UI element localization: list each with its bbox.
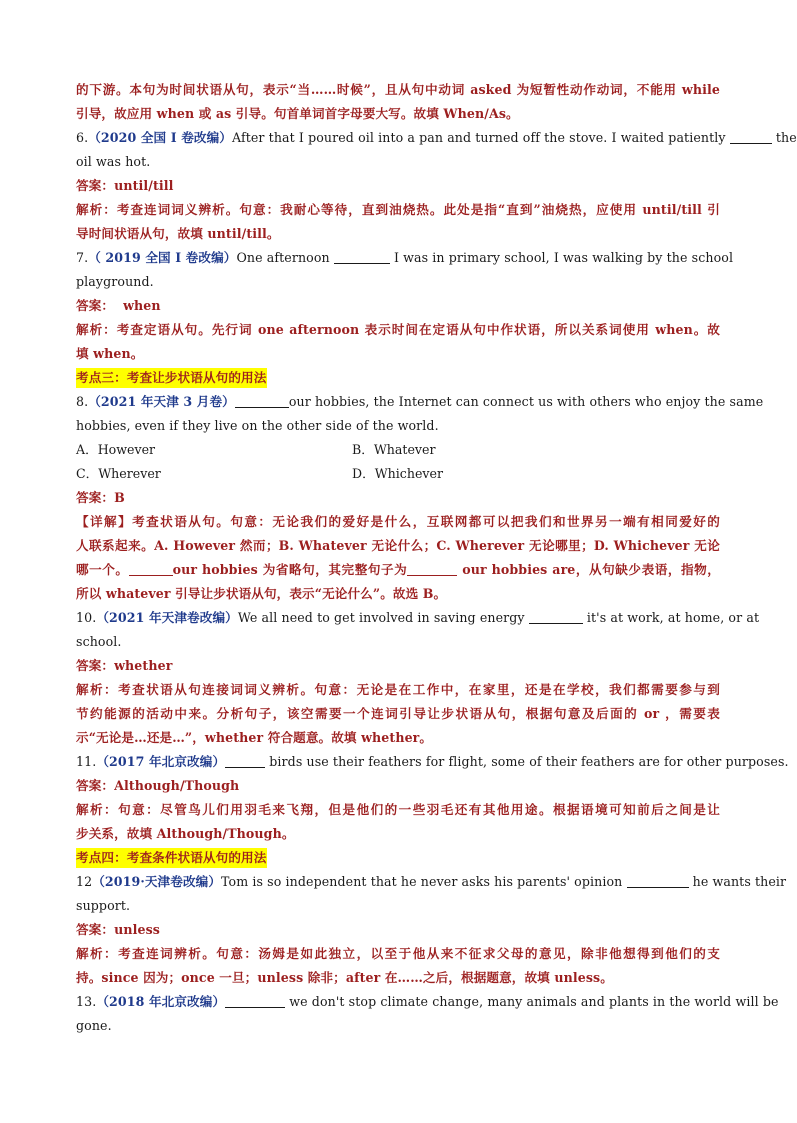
question-6 [76,126,797,150]
answer-line [76,174,720,198]
question-12 [76,870,787,894]
answer-value: until/till [114,178,174,193]
explanation-line: 所以 whatever 引导让步状语从句，表示“无论什么”。故选 B。 [76,586,447,601]
option-c[interactable]: C．Wherever [76,466,161,481]
explanation-line: 人联系起来。A. However 然而；B. Whatever 无论什么；C. Wherever 无论哪里；D. Whichever 无论 [76,538,720,553]
answer-line [76,654,720,678]
question-number: 10. [76,610,97,625]
explanation-line: 持。since 因为；once 一旦；unless 除非；after 在……之后，根据题意，故填 unless。 [76,970,613,985]
question-source: （2021 年天津卷改编） [96,610,238,625]
question-text: gone. [76,1018,112,1033]
option-a[interactable]: A．However [76,442,156,457]
answer-value: B [114,490,125,505]
explanation-line: 节约能源的活动中来。分析句子，该空需要一个连词引导让步状语从句，根据句意及后面的 or ，需要表 [76,706,720,721]
question-text: Tom is so independent that he never asks his parents' opinion [221,874,623,889]
answer-blank [334,249,390,264]
answer-label: 答案： [76,178,115,193]
question-text: birds use their feathers for flight, some of their feathers are for other purposes. [269,754,789,769]
question-13 [76,990,779,1014]
answer-blank [129,561,173,576]
answer-value: unless [114,922,160,937]
explanation-line: 【详解】考查状语从句。句意：无论我们的爱好是什么，互联网都可以把我们和世界另一端有相同爱好的 [76,514,720,529]
question-text: I was in primary school, I was walking by the school [393,250,734,265]
question-number: 11. [76,754,97,769]
question-text: we don't stop climate change, many animals and plants in the world will be [289,994,779,1009]
answer-blank [627,873,689,888]
explanation-line: 解析：考查定语从句。先行词 one afternoon 表示时间在定语从句中作状语，所以关系词使用 when。故 [76,322,720,337]
answer-blank [407,561,457,576]
question-number: 12 [76,874,93,889]
question-text: We all need to get involved in saving energy [237,610,525,625]
explanation-line: 解析：考查状语从句连接词词义辨析。句意：无论是在工作中，在家里，还是在学校，我们都需要参与到 [76,682,720,697]
explanation-line: 解析：考查连词词义辨析。句意：我耐心等待，直到油烧热。此处是指“直到”油烧热，应使用 until/till 引 [76,202,720,217]
section-heading [76,366,720,390]
question-source: （2021 年天津 3 月卷） [88,394,235,409]
question-number: 6. [76,130,89,145]
question-text: After that I poured oil into a pan and turned off the stove. I waited patiently [231,130,726,145]
answer-line [76,486,720,510]
explanation-text: 为省略句，其完整句子为 [257,562,408,577]
question-text: our hobbies, the Internet can connect us with others who enjoy the same [288,394,764,409]
question-7 [76,246,734,270]
question-number: 8. [76,394,89,409]
explanation-line: 示“无论是…还是…”，whether 符合题意。故填 whether。 [76,730,433,745]
explanation-line: 填 when。 [76,346,144,361]
answer-blank [730,129,772,144]
explanation-line: 导时间状语从句，故填 until/till。 [76,226,280,241]
question-text: he wants their [692,874,787,889]
answer-label: 答案： [76,922,115,937]
answer-value: when [123,298,161,313]
options-row [76,462,720,486]
answer-line [76,774,720,798]
explanation-line: 引导，故应用 when 或 as 引导。句首单词首字母要大写。故填 When/As。 [76,106,519,121]
question-text: support. [76,898,131,913]
option-b[interactable]: B．Whatever [352,442,436,457]
question-source: （2019·天津卷改编） [92,874,222,889]
question-text: it's at work, at home, or at [586,610,760,625]
question-number: 13. [76,994,97,1009]
question-source: （2020 全国 I 卷改编） [88,130,232,145]
question-source: （2018 年北京改编） [96,994,226,1009]
question-text: the [775,130,797,145]
question-text: One afternoon [236,250,330,265]
question-number: 7. [76,250,89,265]
answer-blank [225,993,285,1008]
question-11 [76,750,789,774]
answer-blank [225,753,265,768]
explanation-line: 解析：句意：尽管鸟儿们用羽毛来飞翔，但是他们的一些羽毛还有其他用途。根据语境可知前后之间是让 [76,802,720,817]
question-10 [76,606,760,630]
question-text: hobbies, even if they live on the other side of the world. [76,418,439,433]
answer-label: 答案： [76,778,115,793]
question-text: school. [76,634,122,649]
document-content [76,78,797,1038]
section-heading [76,846,720,870]
answer-blank [529,609,583,624]
question-source: （ 2019 全国 I 卷改编） [88,250,237,265]
explanation-text: our hobbies are，从句缺少表语，指物， [457,562,720,577]
section-heading-text: 考点三：考查让步状语从句的用法 [76,368,267,388]
explanation-text: 哪一个。 [76,562,129,577]
options-row [76,438,720,462]
explanation-text: our hobbies [172,562,258,577]
explanation-line: 解析：考查连词辨析。句意：汤姆是如此独立，以至于他从来不征求父母的意见，除非他想得到他们的支 [76,946,720,961]
section-heading-text: 考点四：考查条件状语从句的用法 [76,848,267,868]
explanation-line: 步关系，故填 Although/Though。 [76,826,295,841]
answer-blank [235,393,289,408]
answer-line [76,294,720,318]
question-source: （2017 年北京改编） [96,754,226,769]
answer-line [76,918,720,942]
explanation-line [76,558,720,582]
answer-label: 答案： [76,490,115,505]
answer-label: 答案： [76,298,115,313]
answer-label: 答案： [76,658,115,673]
option-d[interactable]: D．Whichever [352,466,443,481]
answer-value: whether [114,658,173,673]
explanation-line: 的下游。本句为时间状语从句，表示“当……时候”，且从句中动词 asked 为短暂性动作动词，不能用 while [76,82,720,97]
question-text: oil was hot. [76,154,151,169]
question-text: playground. [76,274,154,289]
answer-value: Although/Though [114,778,240,793]
question-8 [76,390,764,414]
